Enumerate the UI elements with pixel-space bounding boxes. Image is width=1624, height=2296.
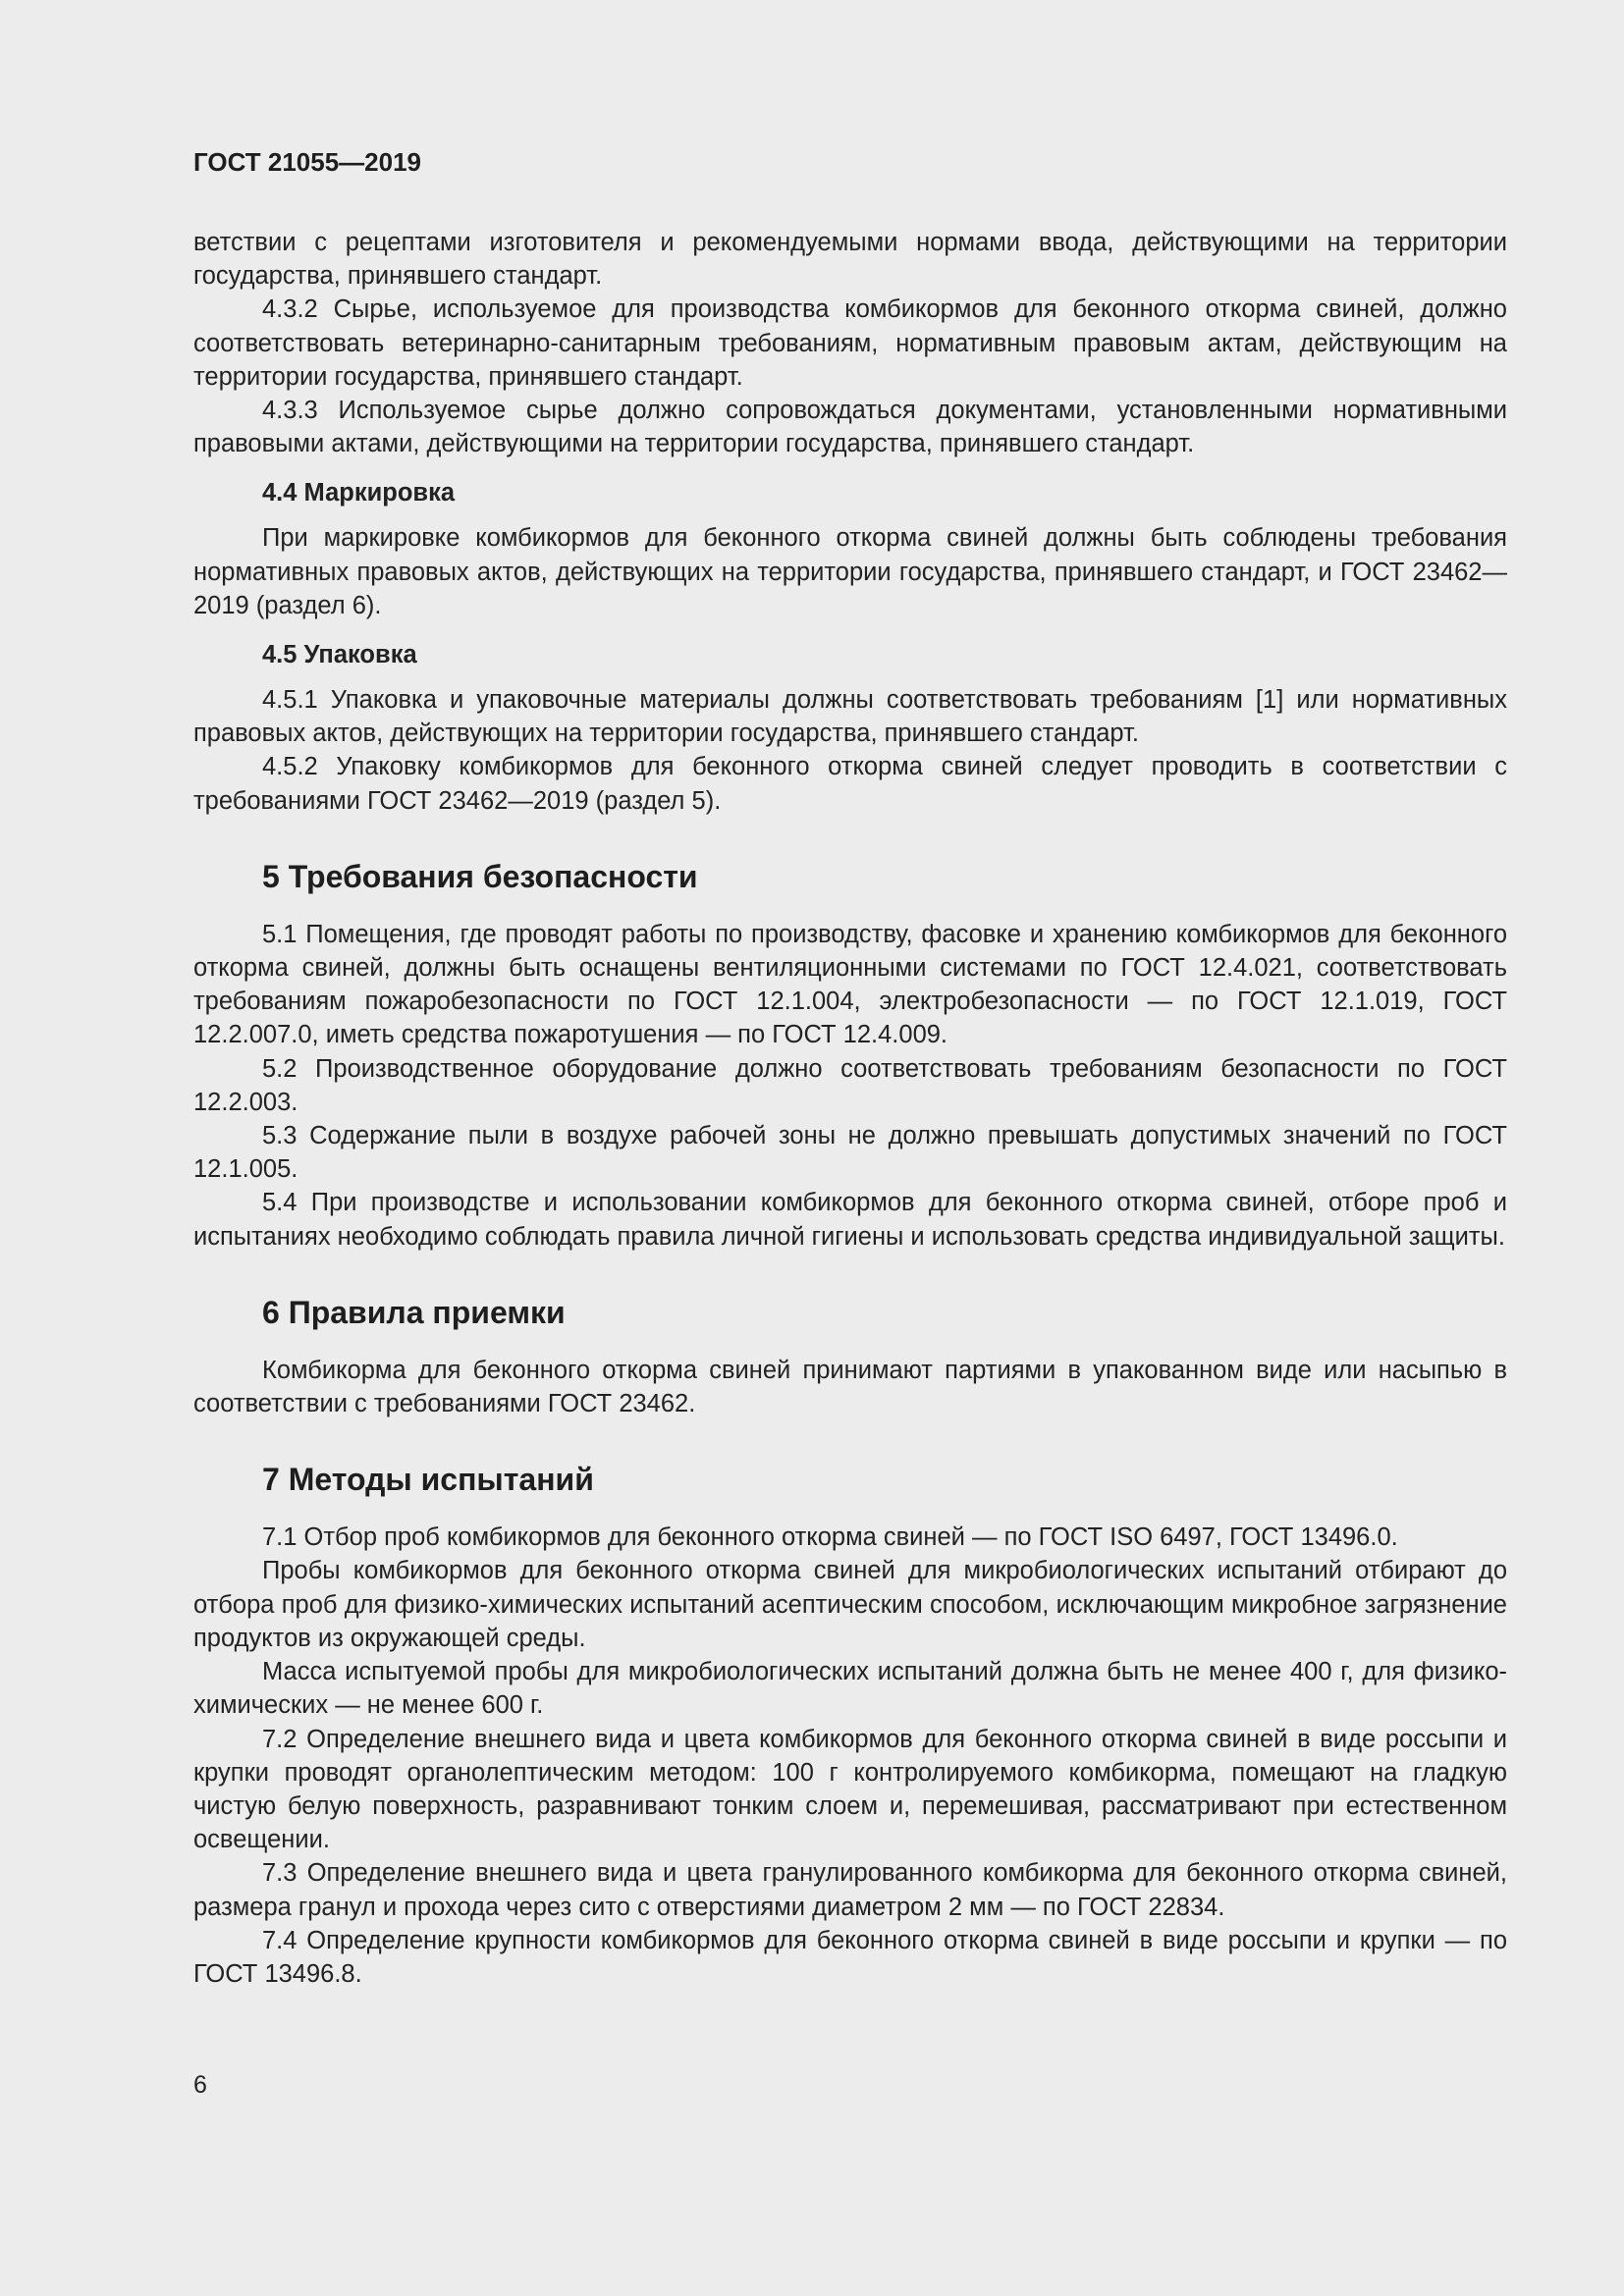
paragraph: 4.3.2 Сырье, используемое для производства комбикормов для беконного откорма свиней, должно соответствовать ветеринарно-санитарным требованиям, нормативным правовым актам, действующим на территории государства, принявшего стандарт.	[193, 295, 1507, 391]
paragraph: 5.4 При производстве и использовании комбикормов для беконного откорма свиней, отборе проб и испытаниях необходимо соблюдать правила личной гигиены и использовать средства индивидуальной защиты.	[193, 1189, 1507, 1251]
paragraph: 5.1 Помещения, где проводят работы по производству, фасовке и хранению комбикормов для беконного откорма свиней, должны быть оснащены вентиляционными системами по ГОСТ 12.4.021, соответствовать требованиям пожаробезопасности по ГОСТ 12.1.004, электробезопасности — по ГОСТ 12.1.019, ГОСТ 12.2.007.0, иметь средства пожаротушения — по ГОСТ 12.4.009.	[193, 920, 1507, 1049]
paragraph: Масса испытуемой пробы для микробиологических испытаний должна быть не менее 400 г, для физико-химических — не менее 600 г.	[193, 1658, 1507, 1720]
subsection-heading: 4.5 Упаковка	[262, 641, 417, 669]
document-body	[193, 226, 1507, 1991]
paragraph: 4.3.3 Используемое сырье должно сопровождаться документами, установленными нормативными правовыми актами, действующими на территории государства, принявшего стандарт.	[193, 397, 1507, 458]
section-heading: 6 Правила приемки	[262, 1294, 566, 1330]
paragraph: Комбикорма для беконного откорма свиней принимают партиями в упакованном виде или насыпью в соответствии с требованиями ГОСТ 23462.	[193, 1356, 1507, 1418]
paragraph: 7.3 Определение внешнего вида и цвета гранулированного комбикорма для беконного откорма свиней, размера гранул и прохода через сито с отверстиями диаметром 2 мм — по ГОСТ 22834.	[193, 1859, 1507, 1921]
page-header: ГОСТ 21055—2019	[193, 147, 421, 177]
paragraph: 5.3 Содержание пыли в воздухе рабочей зоны не должно превышать допустимых значений по ГОСТ 12.1.005.	[193, 1122, 1507, 1184]
paragraph: 7.1 Отбор проб комбикормов для беконного откорма свиней — по ГОСТ ISO 6497, ГОСТ 13496.0.	[262, 1523, 1398, 1552]
section-heading: 5 Требования безопасности	[262, 858, 698, 894]
paragraph: Пробы комбикормов для беконного откорма свиней для микробиологических испытаний отбирают до отбора проб для физико-химических испытаний асептическим способом, исключающим микробное загрязнение продуктов из окружающей среды.	[193, 1557, 1507, 1652]
paragraph: 7.4 Определение крупности комбикормов для беконного откорма свиней в виде россыпи и крупки — по ГОСТ 13496.8.	[193, 1926, 1507, 1988]
paragraph: 4.5.1 Упаковка и упаковочные материалы должны соответствовать требованиям [1] или нормативных правовых актов, действующих на территории государства, принявшего стандарт.	[193, 686, 1507, 748]
paragraph: ветствии с рецептами изготовителя и рекомендуемыми нормами ввода, действующими на территории государства, принявшего стандарт.	[193, 229, 1507, 291]
paragraph: 7.2 Определение внешнего вида и цвета комбикормов для беконного откорма свиней в виде россыпи и крупки проводят органолептическим методом: 100 г контролируемого комбикорма, помещают на гладкую чистую белую поверхность, разравнивают тонким слоем и, перемешивая, рассматривают при естественном освещении.	[193, 1725, 1507, 1854]
subsection-heading: 4.4 Маркировка	[262, 479, 456, 507]
paragraph: 4.5.2 Упаковку комбикормов для беконного откорма свиней следует проводить в соответствии с требованиями ГОСТ 23462—2019 (раздел 5).	[193, 753, 1507, 815]
section-heading: 7 Методы испытаний	[262, 1462, 594, 1498]
page-number: 6	[193, 2071, 207, 2099]
paragraph: При маркировке комбикормов для беконного откорма свиней должны быть соблюдены требования нормативных правовых актов, действующих на территории государства, принявшего стандарт, и ГОСТ 23462—2019 (раздел 6).	[193, 524, 1507, 619]
paragraph: 5.2 Производственное оборудование должно соответствовать требованиям безопасности по ГОСТ 12.2.003.	[193, 1054, 1507, 1116]
